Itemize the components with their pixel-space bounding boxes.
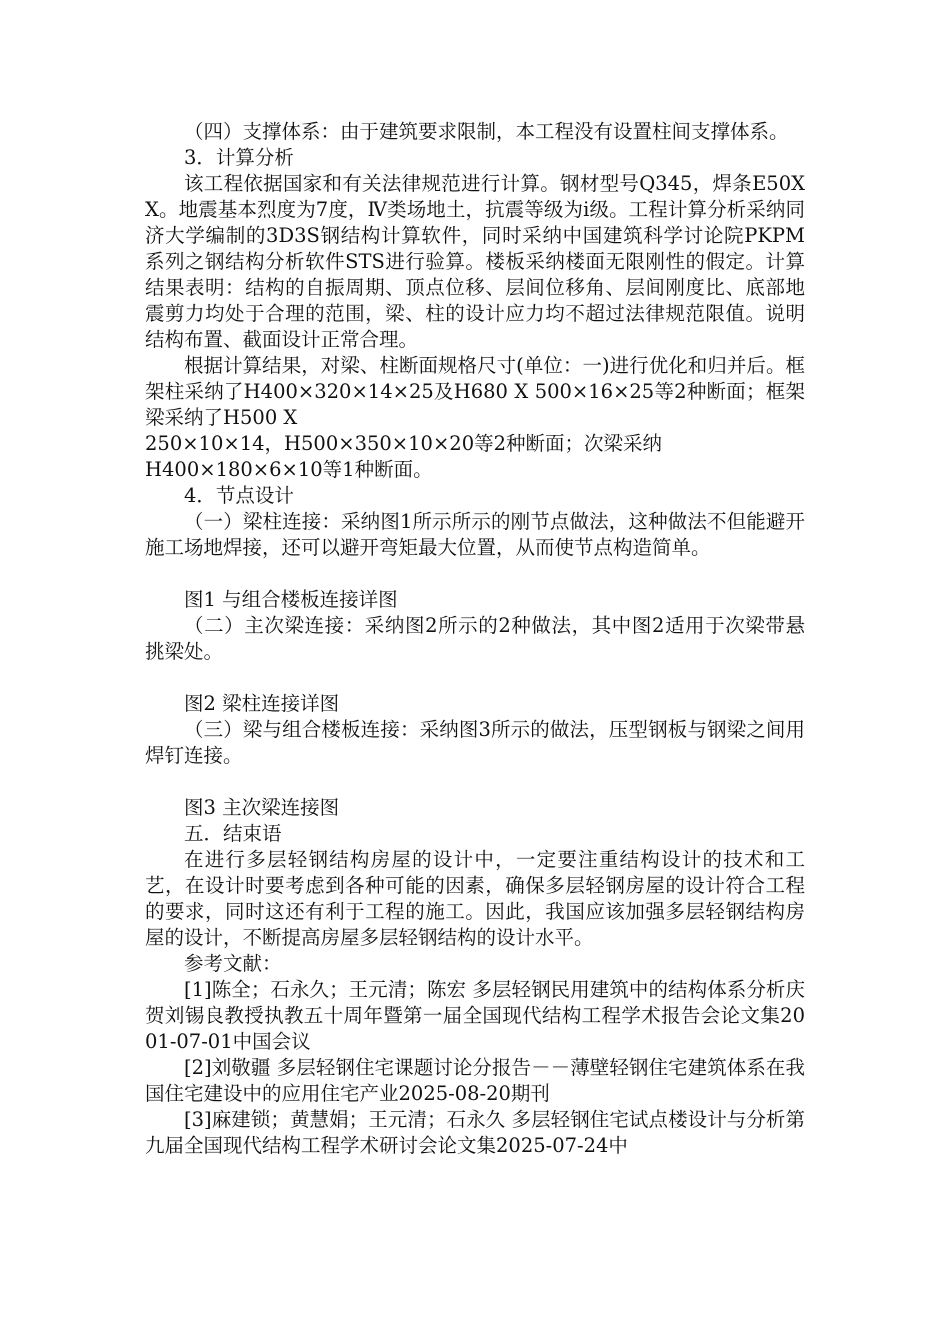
figure-caption-2: 图2 梁柱连接详图: [184, 692, 340, 715]
paragraph-calculation-2a: 根据计算结果，对梁、柱断面规格尺寸(单位：一)进行优化和归并后。框架柱采纳了H400×320×14×25及H680 X 500×16×25等2种断面；框架梁采纳了H500 X: [145, 354, 805, 429]
figure-caption-3: 图3 主次梁连接图: [184, 796, 340, 819]
figure-placeholder-2: [145, 665, 805, 691]
heading-conclusion: 五．结束语: [184, 822, 282, 845]
figure-placeholder-1: [145, 561, 805, 587]
paragraph-calculation-2b: 250×10×14，H500×350×10×20等2种断面；次梁采纳: [145, 432, 663, 455]
paragraph-support-system: （四）支撑体系：由于建筑要求限制，本工程没有设置柱间支撑体系。: [184, 120, 789, 143]
figure-placeholder-3: [145, 769, 805, 795]
paragraph-beam-connection: （二）主次梁连接：采纳图2所示的2种做法，其中图2适用于次梁带悬挑梁处。: [145, 614, 805, 663]
heading-node-design: 4．节点设计: [184, 484, 294, 507]
paragraph-conclusion: 在进行多层轻钢结构房屋的设计中，一定要注重结构设计的技术和工艺，在设计时要考虑到各种可能的因素，确保多层轻钢房屋的设计符合工程的要求，同时这还有利于工程的施工。因此，我国应该加强多层轻钢结构房屋的设计，不断提高房屋多层轻钢结构的设计水平。: [145, 848, 805, 949]
figure-caption-1: 图1 与组合楼板连接详图: [184, 588, 398, 611]
paragraph-calculation-1: 该工程依据国家和有关法律规范进行计算。钢材型号Q345，焊条E50XX。地震基本烈度为7度，Ⅳ类场地土，抗震等级为ⅰ级。工程计算分析采纳同济大学编制的3D3S钢结构计算软件，同时采纳中国建筑科学讨论院PKPM系列之钢结构分析软件STS进行验算。楼板采纳楼面无限刚性的假定。计算结果表明：结构的自振周期、顶点位移、层间位移角、层间刚度比、底部地震剪力均处于合理的范围，梁、柱的设计应力均不超过法律规范限值。说明结构布置、截面设计正常合理。: [145, 172, 805, 351]
reference-1: [1]陈全；石永久；王元清；陈宏 多层轻钢民用建筑中的结构体系分析庆贺刘锡良教授执教五十周年暨第一届全国现代结构工程学术报告会论文集2001-07-01中国会议: [145, 978, 805, 1053]
document-page: [145, 119, 805, 1159]
reference-3: [3]麻建锁；黄慧娟；王元清；石永久 多层轻钢住宅试点楼设计与分析第九届全国现代结构工程学术研讨会论文集2025-07-24中: [145, 1108, 805, 1157]
paragraph-calculation-2c: H400×180×6×10等1种断面。: [145, 458, 433, 481]
paragraph-beam-column-connection: （一）梁柱连接：采纳图1所示所示的刚节点做法，这种做法不但能避开施工场地焊接，还可以避开弯矩最大位置，从而使节点构造简单。: [145, 510, 805, 559]
heading-references: 参考文献：: [184, 952, 282, 975]
paragraph-slab-connection: （三）梁与组合楼板连接：采纳图3所示的做法，压型钢板与钢梁之间用焊钉连接。: [145, 718, 805, 767]
reference-2: [2]刘敬疆 多层轻钢住宅课题讨论分报告－－薄壁轻钢住宅建筑体系在我国住宅建设中的应用住宅产业2025-08-20期刊: [145, 1056, 805, 1105]
heading-calculation-analysis: 3．计算分析: [184, 146, 294, 169]
